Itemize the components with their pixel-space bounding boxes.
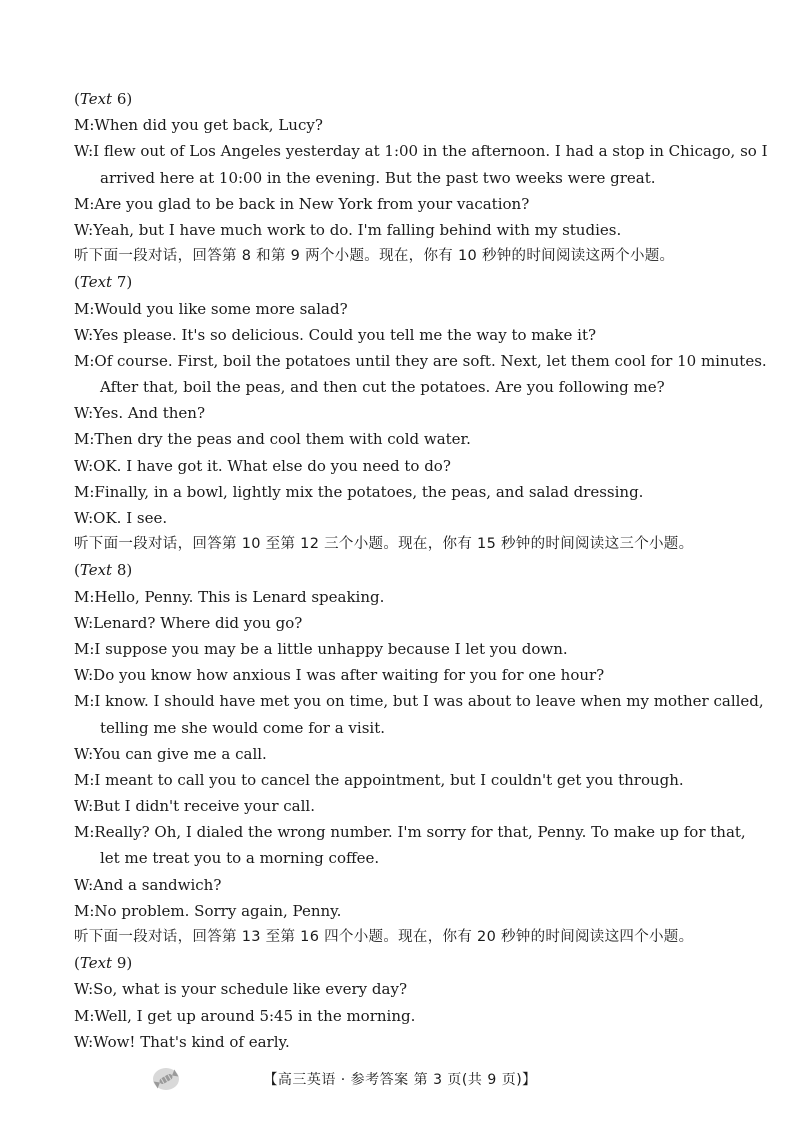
dialogue-line: M:Well, I get up around 5:45 in the morning. — [74, 1006, 416, 1025]
heading-label: Text — [79, 90, 113, 108]
heading-number: 6) — [112, 90, 133, 108]
heading-open-paren: ( — [74, 273, 80, 292]
dialogue-line: W:Wow! That's kind of early. — [74, 1032, 290, 1051]
dialogue-line: W:OK. I have got it. What else do you need to do? — [74, 456, 451, 475]
dialogue-line: M:Of course. First, boil the potatoes until they are soft. Next, let them cool for 10 minutes. — [74, 351, 767, 370]
heading-number: 7) — [112, 273, 133, 292]
dialogue-continuation: telling me she would come for a visit. — [100, 718, 385, 737]
candy-logo-icon — [150, 1064, 182, 1092]
page-footer — [150, 1064, 650, 1094]
dialogue-line: W:You can give me a call. — [74, 744, 267, 763]
dialogue-line: M:Are you glad to be back in New York from your vacation? — [74, 194, 530, 213]
dialogue-line: W:I flew out of Los Angeles yesterday at 1:00 in the afternoon. I had a stop in Chicago, so I — [74, 142, 768, 161]
heading-open-paren: ( — [74, 954, 80, 973]
instruction-line: 听下面一段对话，回答第 10 至第 12 三个小题。现在，你有 15 秒钟的时间阅读这三个小题。 — [74, 536, 694, 553]
heading-label: Text — [79, 273, 113, 292]
heading-open-paren: ( — [74, 90, 80, 108]
dialogue-line: M:Hello, Penny. This is Lenard speaking. — [74, 587, 385, 606]
dialogue-line: W:But I didn't receive your call. — [74, 797, 315, 816]
dialogue-line: W:OK. I see. — [74, 509, 168, 527]
dialogue-line: M:Would you like some more salad? — [74, 299, 348, 318]
dialogue-line: M:No problem. Sorry again, Penny. — [74, 901, 342, 920]
heading-label: Text — [79, 561, 113, 580]
dialogue-line: M:I know. I should have met you on time, but I was about to leave when my mother called, — [74, 692, 764, 711]
text-section-heading — [74, 86, 734, 112]
dialogue-line: W:Yes. And then? — [74, 404, 206, 423]
heading-open-paren: ( — [74, 561, 80, 580]
dialogue-line: W:Yeah, but I have much work to do. I'm falling behind with my studies. — [74, 220, 622, 239]
heading-number: 9) — [112, 954, 133, 973]
dialogue-continuation: let me treat you to a morning coffee. — [100, 849, 380, 868]
heading-number: 8) — [112, 561, 133, 580]
instruction-line: 听下面一段对话，回答第 13 至第 16 四个小题。现在，你有 20 秒钟的时间阅读这四个小题。 — [74, 929, 694, 945]
dialogue-line: M:I meant to call you to cancel the appointment, but I couldn't get you through. — [74, 770, 684, 789]
dialogue-line: W:So, what is your schedule like every day? — [74, 980, 407, 999]
instruction-line: 听下面一段对话，回答第 8 和第 9 两个小题。现在，你有 10 秒钟的时间阅读这两个小题。 — [74, 248, 675, 265]
dialogue-line: W:Do you know how anxious I was after waiting for you for one hour? — [74, 666, 605, 685]
text-section-heading — [74, 557, 734, 583]
heading-label: Text — [79, 954, 113, 973]
dialogue-continuation: After that, boil the peas, and then cut the potatoes. Are you following me? — [100, 378, 665, 397]
dialogue-line: M:When did you get back, Lucy? — [74, 116, 323, 135]
text-section-heading — [74, 950, 734, 976]
dialogue-line: M:Then dry the peas and cool them with cold water. — [74, 430, 471, 449]
dialogue-line: M:Finally, in a bowl, lightly mix the potatoes, the peas, and salad dressing. — [74, 482, 644, 501]
dialogue-line: W:Lenard? Where did you go? — [74, 613, 303, 632]
dialogue-continuation: arrived here at 10:00 in the evening. But the past two weeks were great. — [100, 168, 656, 187]
text-section-heading — [74, 269, 734, 295]
listening-transcript — [74, 86, 768, 1055]
dialogue-line: W:Yes please. It's so delicious. Could you tell me the way to make it? — [74, 325, 597, 344]
dialogue-line: M:I suppose you may be a little unhappy because I let you down. — [74, 639, 568, 658]
dialogue-line: M:Really? Oh, I dialed the wrong number. I'm sorry for that, Penny. To make up for that, — [74, 823, 746, 842]
page-footer-text: 【高三英语 · 参考答案 第 3 页(共 9 页)】 — [263, 1072, 537, 1088]
dialogue-line: W:And a sandwich? — [74, 875, 222, 894]
